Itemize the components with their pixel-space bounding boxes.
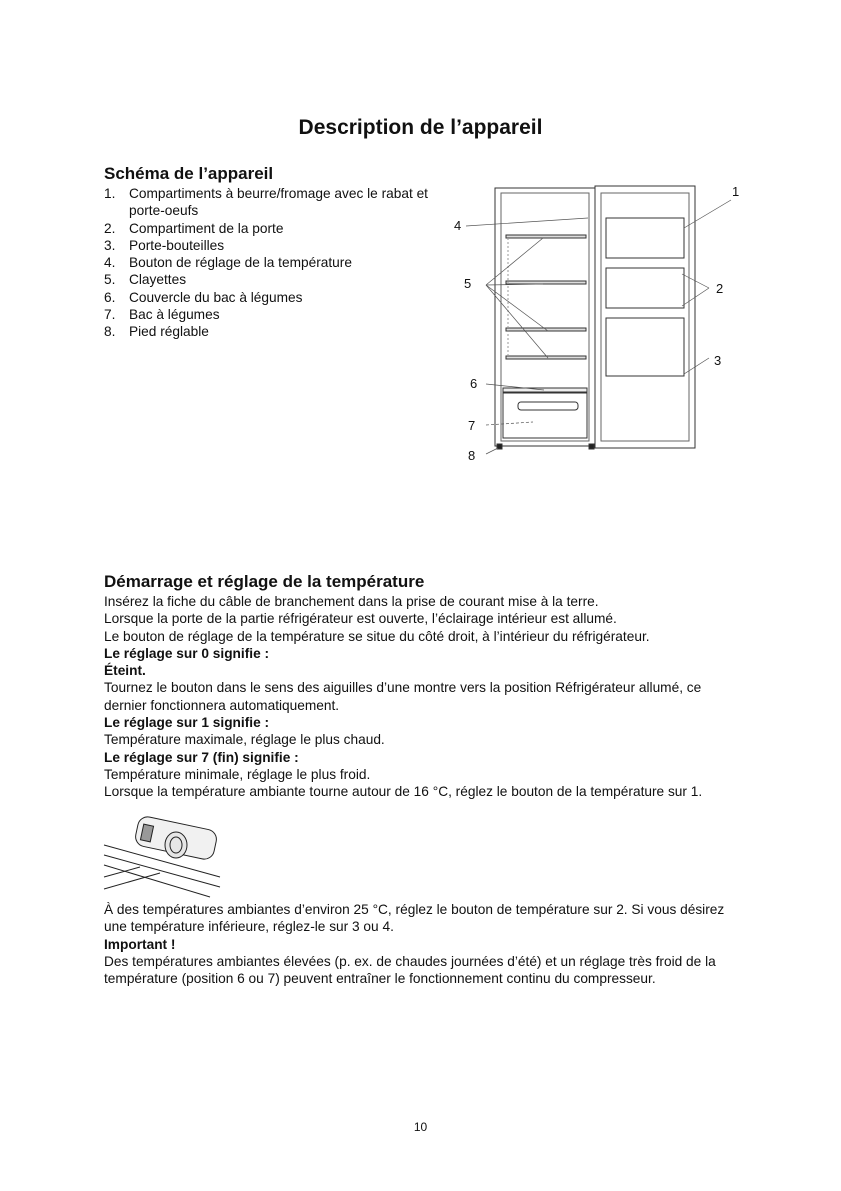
diagram-label: 7 <box>468 418 476 433</box>
item-number: 2. <box>104 220 116 236</box>
list-item <box>104 323 434 340</box>
important-label: Important ! <box>104 936 176 952</box>
paragraph: Des températures ambiantes élevées (p. ex. de chaudes journées d’été) et un réglage très froid de la température (position 6 ou 7) peuvent entraîner le fonctionnement continu du compresseur. <box>104 953 716 987</box>
item-text: Pied réglable <box>129 324 209 340</box>
paragraph: Lorsque la porte de la partie réfrigérateur est ouverte, l’éclairage intérieur est allumé. <box>104 611 617 627</box>
fridge-diagram <box>448 178 748 478</box>
item-number: 6. <box>104 289 116 305</box>
item-text: Bouton de réglage de la température <box>129 255 352 271</box>
scheme-heading: Schéma de l’appareil <box>104 164 274 183</box>
paragraph: Insérez la fiche du câble de branchement dans la prise de courant mise à la terre. <box>104 594 599 609</box>
item-number: 4. <box>104 255 116 271</box>
list-item <box>104 271 434 288</box>
startup-heading: Démarrage et réglage de la température <box>104 572 425 591</box>
setting-7-label: Le réglage sur 7 (fin) signifie : <box>104 749 299 765</box>
list-item <box>104 254 434 271</box>
temperature-text-block <box>104 901 744 987</box>
diagram-label: 2 <box>716 281 724 296</box>
diagram-label: 8 <box>468 448 476 463</box>
item-text: Couvercle du bac à légumes <box>129 289 303 305</box>
paragraph: Lorsque la température ambiante tourne autour de 16 °C, réglez le bouton de la température sur 1. <box>104 784 703 800</box>
page-number: 10 <box>413 1120 428 1134</box>
list-item <box>104 237 434 254</box>
item-number: 3. <box>104 237 116 253</box>
item-text: Compartiments à beurre/fromage avec le rabat et porte-oeufs <box>129 186 428 219</box>
paragraph: Température minimale, réglage le plus froid. <box>104 766 371 782</box>
paragraph: Tournez le bouton dans le sens des aiguilles d’une montre vers la position Réfrigérateur allumé, ce dernier fonctionnera automatiquement. <box>104 680 702 713</box>
item-text: Porte-bouteilles <box>129 237 225 253</box>
setting-1-label: Le réglage sur 1 signifie : <box>104 715 270 731</box>
list-item <box>104 306 434 323</box>
list-item <box>104 185 434 220</box>
diagram-label: 3 <box>714 353 722 368</box>
page-title: Description de l’appareil <box>298 116 543 139</box>
list-item <box>104 289 434 306</box>
diagram-label: 5 <box>464 276 472 291</box>
item-text: Clayettes <box>129 272 187 288</box>
startup-text-block <box>104 593 744 801</box>
parts-list <box>104 185 434 341</box>
setting-0-label: Le réglage sur 0 signifie : <box>104 645 270 661</box>
list-item <box>104 220 434 237</box>
item-number: 5. <box>104 272 116 288</box>
item-text: Bac à légumes <box>129 307 220 323</box>
item-number: 8. <box>104 324 116 340</box>
paragraph: Le bouton de réglage de la température se situe du côté droit, à l’intérieur du réfrigérateur. <box>104 628 650 644</box>
item-number: 1. <box>104 186 116 201</box>
diagram-label: 1 <box>732 184 740 199</box>
thermostat-knob-illustration <box>100 815 225 905</box>
setting-0-value: Éteint. <box>104 663 146 679</box>
item-number: 7. <box>104 307 116 323</box>
paragraph: Température maximale, réglage le plus chaud. <box>104 732 385 748</box>
diagram-label: 6 <box>470 376 478 391</box>
paragraph: À des températures ambiantes d’environ 25 °C, réglez le bouton de température sur 2. Si vous désirez une température inférieure, réglez-le sur 3 ou 4. <box>104 902 725 935</box>
diagram-label: 4 <box>454 218 462 233</box>
item-text: Compartiment de la porte <box>129 220 284 236</box>
